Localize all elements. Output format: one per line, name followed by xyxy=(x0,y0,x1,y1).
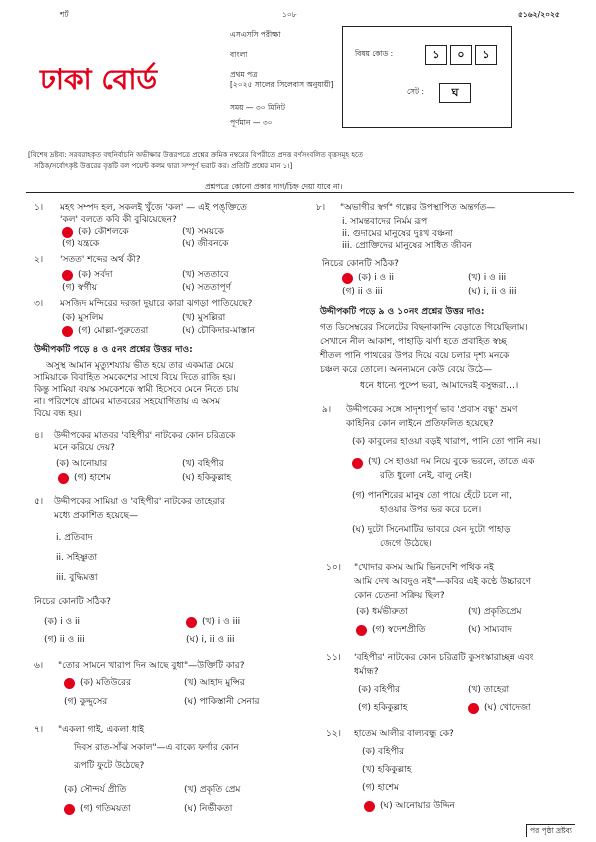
q1-option: (খ) সময়কে xyxy=(182,227,224,237)
page-mark: শর্ট xyxy=(60,10,69,19)
q2-option: (খ) সততাবে xyxy=(182,270,229,280)
stem-line: গত ডিসেম্বরের সিলেটের বিছনাকান্দি বেড়াতে গিয়েছিলাম। xyxy=(320,323,528,333)
q7-text: রূপটি ফুটে উঠেছে? xyxy=(74,761,145,771)
q12-option: (খ) হকিকুল্লাহ xyxy=(362,765,412,775)
stem-line: অসুস্থ আমান মৃত্যুশয্যায় ভীত হয়ে তার একমাত্র মেয়ে xyxy=(46,361,234,371)
q8-option: (গ) ii ও iii xyxy=(342,287,383,297)
q6-number: ৬। xyxy=(34,661,44,671)
q1-option: (ক) কৌশলকে xyxy=(78,227,129,237)
q10-text: আমি দেখ আবদুও নই"—কবির এই কণ্ঠে উচ্চারণে xyxy=(354,577,531,587)
filled-answer-mark xyxy=(364,801,375,812)
q3-option: (খ) মুসল্লিরা xyxy=(182,313,226,323)
q10-option: (ক) ধর্মভীরুতা xyxy=(356,607,408,617)
q5-text: মধ্যে প্রকাশিত হয়েছে— xyxy=(54,511,138,521)
q9-number: ৯। xyxy=(322,405,332,415)
divider xyxy=(26,192,574,193)
q11-option: (ঘ) খোদেজা xyxy=(484,703,531,713)
q8-number: ৮। xyxy=(316,203,326,213)
q10-option: (গ) স্বদেশপ্রীতি xyxy=(372,625,426,635)
q7-option: (ক) সৌন্দর্য প্রীতি xyxy=(64,785,127,795)
q10-text: কোন চেতনা সক্রিয় ছিল? xyxy=(354,591,445,601)
set-label: সেট : xyxy=(407,87,424,96)
q4-number: ৪। xyxy=(34,431,44,441)
set-value: ঘ xyxy=(439,83,471,103)
q8-statement: ii. গুদামের মানুষের দুঃখ বঞ্চনা xyxy=(342,229,453,239)
stem-line: সামিয়াকে বিবাহিত সমকেশের সাথে বিয়ে দিতে রাজি হয়। xyxy=(34,373,236,383)
q2-option: (ক) সর্বদা xyxy=(78,270,113,280)
exam-line-3: প্রথম পত্র xyxy=(230,70,258,79)
q1-option: (ঘ) জীবনকে xyxy=(182,239,229,249)
stem-line: চঞ্চল করে তোলে। অনন্যমনে কেউ বেয়ে উঠে— xyxy=(320,365,493,375)
board-title: ঢাকা বোর্ড xyxy=(40,63,158,96)
q6-option: (ঘ) পাকিস্তানী সেনার xyxy=(184,697,260,707)
q12-option: (ক) বহিপীর xyxy=(362,747,405,757)
q8-option: (ঘ) i, ii ও iii xyxy=(468,287,517,297)
q4-option: (ঘ) হকিকুল্লাহ xyxy=(182,473,232,483)
q11-number: ১১। xyxy=(326,653,341,663)
q10-option: (ঘ) সাম্যবাদ xyxy=(468,625,512,635)
q4-text: উদ্দীপকের মাতবর 'বহিপীর' নাটকের কোন চরিত্রকে xyxy=(54,431,236,441)
q2-text: 'সতত' শব্দের অর্থ কী? xyxy=(60,255,141,265)
q5-option: (ঘ) i, ii ও iii xyxy=(186,635,235,645)
q3-number: ৩। xyxy=(34,299,44,309)
page-number: ১০৮ xyxy=(282,10,297,19)
q9-option: জেগে উঠেছে। xyxy=(380,539,432,549)
q6-text: "তোর সামনে খারাপ দিন আছে বুধা"—উক্তিটি কার? xyxy=(58,661,245,671)
subject-code-digit: ১ xyxy=(475,45,497,65)
q5-statement: i. প্রতিবাদ xyxy=(56,533,93,543)
q5-statement: iii. বুদ্ধিমত্তা xyxy=(56,573,98,583)
stem-line: কিন্তু সামিয়া বয়স্ক সমকেশকে স্বামী হিসেবে মেনে নিতে চায় xyxy=(34,385,239,395)
q12-number: ১২। xyxy=(326,729,341,739)
q11-option: (খ) তাহেরা xyxy=(468,685,510,695)
filled-answer-mark xyxy=(64,804,75,815)
q1-text: মহৎ সম্পদ হল, সকলই খুঁজে 'কল' — এই পঙ্‌ক্তিতে xyxy=(60,203,247,213)
q5-number: ৫। xyxy=(34,497,44,507)
filled-answer-mark xyxy=(62,227,73,238)
q2-number: ২। xyxy=(34,255,44,265)
filled-answer-mark xyxy=(186,617,197,628)
q4-text: মনে করিয়ে দেয়? xyxy=(54,443,115,453)
q3-option: (ঘ) চৌকিদার-মাস্তান xyxy=(182,326,255,336)
subject-code-label: বিষয় কোড : xyxy=(355,49,394,58)
q12-text: হাতেম আলীর বাল্যবন্ধু কে? xyxy=(354,729,454,739)
q3-option: (ক) মুসলিম xyxy=(62,313,104,323)
filled-answer-mark xyxy=(62,270,73,281)
q9-option: (ক) কাবুলের হাওয়া বড়ই খারাপ, পানি তো পানি নয়। xyxy=(352,437,541,447)
instruction-line-3: প্রশ্নপত্রে কোনো প্রকার দাগ/চিহ্ন দেয়া যাবে না। xyxy=(205,182,343,191)
exam-line-1: এসএসসি পরীক্ষা xyxy=(230,30,281,39)
q3-text: মসজিদ মন্দিরের দরজা দুয়ারে কারা ঝগড়া পাতিয়েছে? xyxy=(60,299,253,309)
subject-code-digits xyxy=(425,43,500,65)
q8-statement: i. সামন্তবাদের নির্মম রূপ xyxy=(342,217,428,227)
q9-text: কাহিনির কোন লাইনে প্রতিফলিত হয়েছে? xyxy=(346,419,494,429)
q5-option: (খ) i ও iii xyxy=(202,617,241,627)
q8-text: "অভাগীর স্বর্গ" গল্পের উপস্থাপিত অন্তর্গত— xyxy=(340,203,496,213)
q4-option: (খ) বহিপীর xyxy=(182,459,224,469)
q10-number: ১০। xyxy=(326,563,341,573)
q7-option: (ঘ) নির্ভীকতা xyxy=(184,804,233,814)
q10-option: (খ) প্রকৃতিপ্রেম xyxy=(468,607,522,617)
q11-text: ধর্মান্ধ? xyxy=(354,667,379,677)
stem-intro: উদ্দীপকটি পড়ে ৪ ও ৫নং প্রশ্নের উত্তর দাও: xyxy=(34,345,193,355)
stem-line: বিয়ে বন্ধ হয়। xyxy=(34,409,82,419)
q6-option: (খ) আহাদ মুন্সির xyxy=(184,678,245,688)
q3-option: (গ) মোল্লা-পুরুতেরা xyxy=(78,326,149,336)
exam-line-6: পূর্ণমান — ৩০ xyxy=(230,118,273,127)
q9-option: (খ) সে হাওয়া দম নিয়ে বুকে ভরলে, তাতে এক xyxy=(368,457,535,467)
instruction-line-1: [বিশেষ দ্রষ্টব্য: সরবরাহকৃত বহুনির্বাচনি অভীক্ষার উত্তরপত্রে প্রশ্নের ক্রমিক নম্বরের বিপরীতে প্রদত্ত বর্ণসংবলিত বৃত্তসমূহ হতে xyxy=(28,151,364,159)
q11-option: (ক) বহিপীর xyxy=(358,685,401,695)
q4-option: (গ) হাশেম xyxy=(74,473,112,483)
exam-line-5: সময় — ৩০ মিনিট xyxy=(230,103,285,112)
filled-answer-mark xyxy=(356,625,367,636)
q12-option: (ঘ) আনোয়ার উদ্দিন xyxy=(380,801,455,811)
q5-option: (ক) i ও ii xyxy=(44,617,81,627)
q9-text: উদ্দীপকের সঙ্গে সাদৃশ্যপূর্ণ ভাব 'প্রবাস বন্ধু' ভ্রমণ xyxy=(346,405,518,415)
q8-which: নিচের কোনটি সঠিক? xyxy=(322,259,399,269)
q8-option: (খ) i ও iii xyxy=(468,273,507,283)
q11-option: (গ) হকিকুল্লাহ xyxy=(358,703,408,713)
q9-option: (ঘ) দুটো সিনেমাটির ভাবরে যেন দুটো পাহাড় xyxy=(352,525,511,535)
filled-answer-mark xyxy=(58,473,69,484)
code-box xyxy=(342,26,512,128)
q2-option: (গ) স্বর্গীয় xyxy=(62,283,98,293)
q7-option: (খ) প্রকৃতি প্রেম xyxy=(184,785,241,795)
subject-code-digit: ১ xyxy=(425,45,447,65)
q7-text: "একলা গাই, একলা ধাই xyxy=(58,725,145,735)
q7-text: দিবস রাত-সাঁঝ সকাল"—এ বাক্যে ফর্ণার কোন xyxy=(74,743,239,753)
q12-option: (গ) হাশেম xyxy=(362,783,400,793)
q9-option: হাওয়ার উপর ভর করে চলে। xyxy=(380,505,482,515)
q11-text: 'বহিপীর' নাটকের কোন চরিত্রটি কুসংস্কারাচ্ছন্ন এবং xyxy=(354,653,534,663)
q5-option: (গ) ii ও iii xyxy=(44,635,85,645)
filled-answer-mark xyxy=(342,273,353,284)
q5-text: উদ্দীপকের সামিয়া ও 'বহিপীর' নাটকের তাহেরার xyxy=(54,497,226,507)
exam-line-4: [২০২৫ সালের সিলেবাস অনুযায়ী] xyxy=(230,80,334,89)
exam-line-2: বাংলা xyxy=(230,50,248,59)
filled-answer-mark xyxy=(468,703,479,714)
stem-intro: উদ্দীপকটি পড়ে ৯ ও ১০নং প্রশ্নের উত্তর দাও: xyxy=(320,307,485,317)
q9-option: (গ) পানশিরের মানুষ তো পায়ে হেঁটে চলে না, xyxy=(352,491,512,501)
q7-option: (গ) গতিময়তা xyxy=(80,804,131,814)
q7-number: ৭। xyxy=(34,725,44,735)
q1-number: ১। xyxy=(34,203,44,213)
stem-line: সেখানে নীল আকাশ, পাহাড়ি ঝর্ণা হতে প্রবাহিত স্বচ্ছ xyxy=(320,337,507,347)
q2-option: (ঘ) সততাপূর্ণ xyxy=(182,283,232,293)
paper-code: ৫১৬২/২০২৫ xyxy=(518,10,560,19)
q5-statement: ii. সহিষ্ণুতা xyxy=(56,553,98,563)
q6-option: (ক) মতিউরের xyxy=(80,678,132,688)
subject-code-digit: ০ xyxy=(450,45,472,65)
filled-answer-mark xyxy=(64,678,75,689)
q1-option: (গ) যন্ত্রকে xyxy=(62,239,100,249)
q6-option: (গ) কুদ্দুসের xyxy=(64,697,108,707)
q8-option: (ক) i ও ii xyxy=(358,273,395,283)
filled-answer-mark xyxy=(352,458,363,469)
q5-which: নিচের কোনটি সঠিক? xyxy=(34,597,111,607)
stem-line: শীতল পানি পাথরের উপর দিয়ে বয়ে চলার দৃশ্য মনকে xyxy=(320,351,510,361)
instruction-line-2: সঠিক/সর্বোৎকৃষ্ট উত্তরের বৃত্তটি বল পয়েন্ট কলম দ্বারা সম্পূর্ণ ভরাট কর। প্রতিটি প্রশ্নের মান ১।] xyxy=(34,162,293,170)
q1-text: 'কল' বলতে কবি কী বুঝিয়েছেন? xyxy=(60,215,177,225)
stem-line: ধনে ধান্যে পুষ্পে ভরা, আমাদেরই বসুন্ধরা…। xyxy=(360,381,519,391)
filled-answer-mark xyxy=(62,326,73,337)
stem-line: না। পরিশেষে গ্রামের মাতবরের সহযোগিতায় এ অসম xyxy=(34,397,221,407)
q8-statement: iii. প্রোক্তিদের মানুষের সাধিত জীবন xyxy=(342,241,472,251)
q4-option: (ক) আনোয়ার xyxy=(56,459,108,469)
next-page-note: পর পৃষ্ঠা দ্রষ্টব্য xyxy=(526,824,575,837)
q9-option: রতি ধুলো নেই, বালু নেই। xyxy=(380,471,472,481)
q10-text: "খোদার কসম আমি ভিনদেশি পথিক নই xyxy=(354,563,494,573)
